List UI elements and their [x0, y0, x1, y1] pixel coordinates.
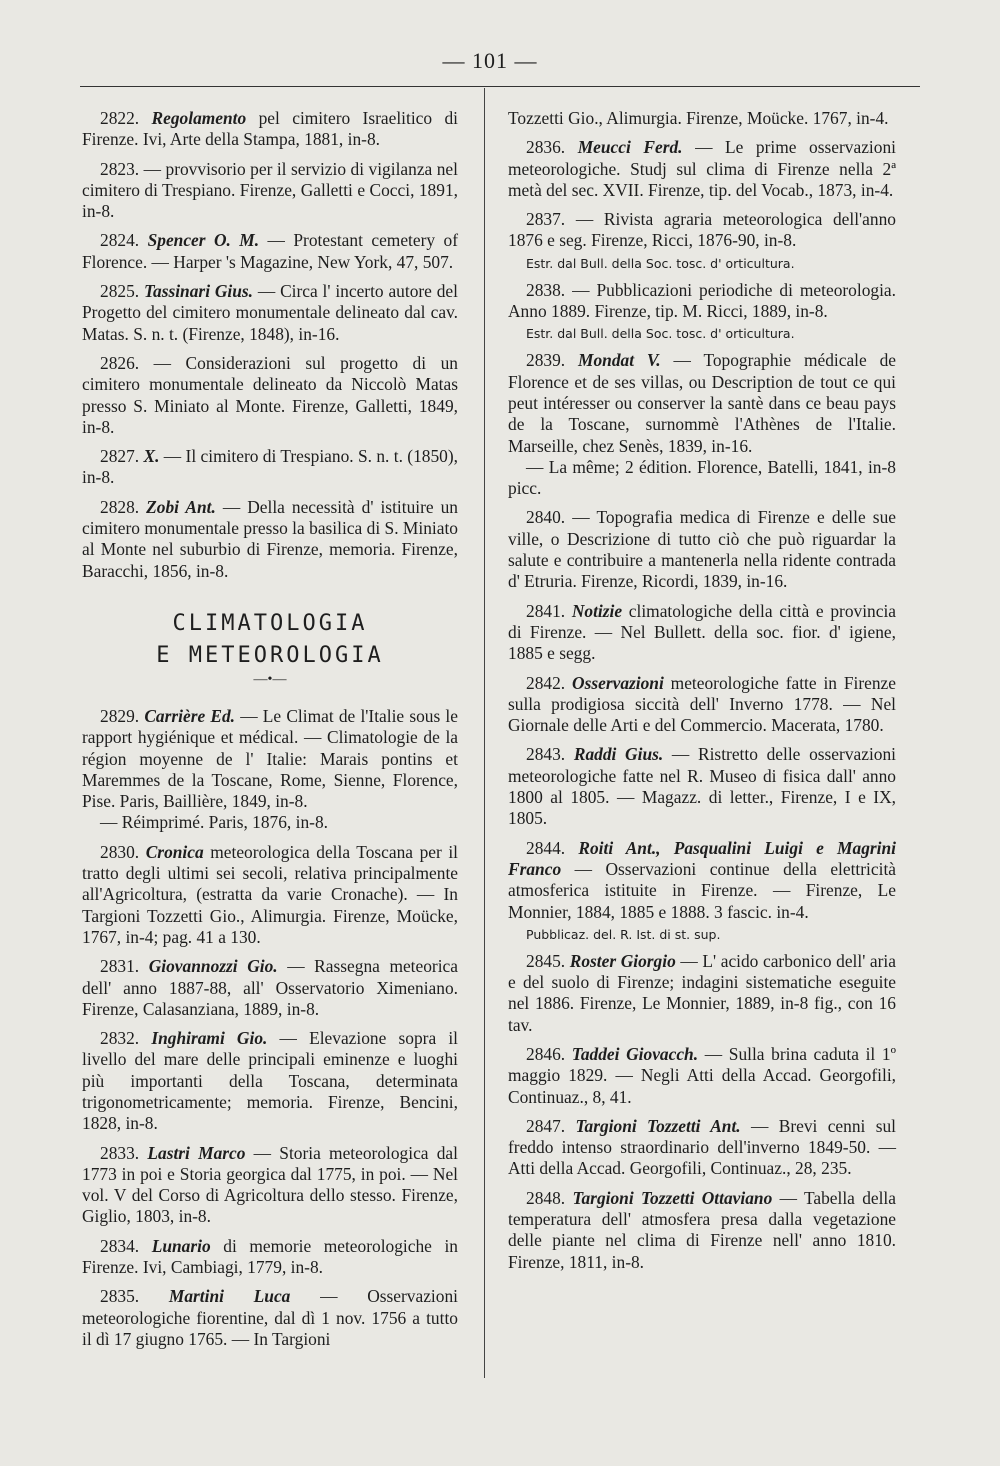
entry-author: Giovannozzi Gio.	[148, 956, 278, 977]
entry-author: Zobi Ant.	[146, 496, 216, 517]
bibliography-entry	[508, 951, 896, 1036]
entry-number: 2831.	[100, 956, 140, 977]
entry-extra: — Réimprimé. Paris, 1876, in-8.	[100, 812, 328, 833]
bibliography-entry	[82, 956, 458, 1020]
entry-number: 2833.	[100, 1142, 140, 1163]
entry-text: climatologiche della città e provincia di Firenze. — Nel Bullett. della soc. fior. d' igiene, 1885 e segg.	[508, 600, 897, 664]
entry-author: Osservazioni	[572, 672, 664, 693]
left-entries-cemeteries	[82, 108, 458, 582]
bibliography-entry	[82, 230, 458, 273]
entry-number: 2835.	[100, 1286, 140, 1307]
entry-author: Mondat V.	[578, 350, 661, 371]
entry-author: Meucci Ferd.	[577, 137, 683, 158]
bibliography-entry	[82, 281, 458, 345]
entry-number: 2834.	[100, 1235, 140, 1256]
entry-text: — Considerazioni sul progetto di un cimitero monumentale delineato da Niccolò Matas presso S. Miniato al Monte. Firenze, Galletti, 1849, in-8.	[82, 352, 458, 437]
entry-number: 2846.	[526, 1043, 566, 1064]
entry-text: — Le Climat de l'Italie sous le rapport hygiénique et médical. — Climatologie de la région moyenne de l' Italie: Marais pontins et Maremmes de la Toscane, Rome, Sienne, Florence, Pise. Paris, Baillière, 1849, in-8.	[82, 705, 458, 812]
entry-number: 2829.	[100, 705, 140, 726]
entry-author: Raddi Gius.	[573, 744, 664, 765]
entry-author: Regolamento	[151, 108, 247, 128]
bibliography-entry	[82, 706, 458, 834]
section-heading-line1: CLIMATOLOGIA	[172, 610, 368, 636]
bibliography-entry	[508, 137, 896, 201]
entry-text: — Rivista agraria meteorologica dell'anno 1876 e seg. Firenze, Ricci, 1876-90, in-8.	[508, 209, 896, 251]
right-entries	[508, 108, 896, 1273]
right-column	[508, 108, 896, 1281]
entry-text: — Le prime osservazioni meteorologiche. Studj sul clima di Firenze nella 2ª metà del sec. XVII. Firenze, tip. del Vocab., 1873, in-4.	[508, 137, 896, 200]
bibliography-entry	[508, 507, 896, 592]
entry-text: — Storia meteorologica dal 1773 in poi e Storia georgica dal 1775, in poi. — Nel vol. V del Corso di Agricoltura dello stesso. Firenze, Giglio, 1803, in-8.	[82, 1142, 458, 1227]
entry-author: Tassinari Gius.	[143, 281, 254, 302]
entry-text: — Rassegna meteorica dell' anno 1887-88, all' Osservatorio Ximeniano. Firenze, Calasanziana, 1889, in-8.	[82, 956, 458, 1019]
entry-text: di memorie meteorologiche in Firenze. Ivi, Cambiagi, 1779, in-8.	[82, 1235, 458, 1278]
bibliography-entry	[82, 1028, 458, 1134]
entry-number: 2825.	[100, 281, 140, 302]
bibliography-entry	[82, 108, 458, 151]
entry-author: Martini Luca	[168, 1286, 291, 1307]
entry-number: 2845.	[526, 950, 566, 971]
bibliography-entry	[508, 280, 896, 323]
entry-author: Roster Giorgio	[569, 950, 676, 971]
entry-text: — Topographie médicale de Florence et de ses villas, ou Description de tout ce qui peut intéresser ou conserver la santè dans ce beau pays de la Toscane, surnommè l'Athènes de l'Italie. Marseille, chez Senès, 1839, in-16.	[508, 350, 896, 456]
bibliography-entry	[508, 209, 896, 252]
entry-author: Targioni Tozzetti Ant.	[575, 1115, 741, 1136]
entry-number: 2824.	[100, 230, 140, 251]
bibliography-entry	[82, 497, 458, 582]
entry-number: 2839.	[526, 350, 566, 371]
entry-note: Estr. dal Bull. della Soc. tosc. d' orticultura.	[526, 255, 795, 271]
entry-text: — Tabella della temperatura dell' atmosfera presa dalla vegetazione delle piante nel clima di Firenze nell' anno 1810. Firenze, 1811, in-8.	[508, 1187, 896, 1272]
section-heading-line2: E METEOROLOGIA	[156, 642, 384, 668]
entry-text: — Brevi cenni sul freddo intenso straordinario dell'inverno 1849-50. — Atti della Accad. Georgofili, Continuaz., 28, 235.	[508, 1115, 896, 1179]
entry-author: Lastri Marco	[147, 1142, 246, 1163]
entry-author: Roiti Ant., Pasqualini Luigi e Magrini Franco	[508, 837, 896, 879]
page-number: — 101 —	[442, 48, 538, 73]
entry-author: Notizie	[571, 600, 623, 621]
bibliography-entry	[508, 350, 896, 499]
entry-number: 2838.	[526, 279, 566, 300]
bibliography-entry	[508, 673, 896, 737]
entry-extra: — La même; 2 édition. Florence, Batelli, 1841, in-8 picc.	[508, 456, 896, 499]
bibliography-entry	[508, 601, 896, 665]
entry-number: 2827.	[100, 446, 140, 467]
entry-note: Estr. dal Bull. della Soc. tosc. d' orticultura.	[526, 326, 795, 342]
bibliography-entry	[508, 744, 896, 829]
bibliography-entry	[508, 1044, 896, 1108]
entry-text: meteorologica della Toscana per il tratto degli ultimi sei secoli, relativa principalmente all'Agricoltura, (estratta da varie Cronache). — In Targioni Tozzetti Gio., Alimurgia. Firenze, Moücke, 1767, in-4; pag. 41 a 130.	[82, 841, 458, 947]
entry-text: — Pubblicazioni periodiche di meteorologia. Anno 1889. Firenze, tip. M. Ricci, 1889, in-8.	[508, 279, 896, 322]
entry-number: 2848.	[526, 1187, 566, 1208]
entry-text: — provvisorio per il servizio di vigilanza nel cimitero di Trespiano. Firenze, Galletti e Cocci, 1891, in-8.	[82, 158, 458, 222]
entry-number: 2837.	[526, 209, 566, 230]
entry-text: — Circa l' incerto autore del Progetto del cimitero monumentale delineato dal cav. Matas. S. n. t. (Firenze, 1848), in-16.	[82, 281, 458, 344]
bibliography-entry	[82, 842, 458, 948]
bibliography-entry	[82, 1286, 458, 1350]
entry-number: 2823.	[100, 158, 140, 179]
entry-number: 2844.	[526, 837, 566, 858]
bibliography-entry	[508, 108, 896, 129]
entry-author: Spencer O. M.	[147, 230, 260, 251]
bibliography-entry	[508, 1116, 896, 1180]
entry-number: 2830.	[100, 841, 140, 862]
entry-text: — Osservazioni meteorologiche fiorentine, dal dì 1 nov. 1756 a tutto il dì 17 giugno 1765. — In Targioni	[82, 1286, 458, 1349]
left-column	[82, 108, 458, 1358]
entry-number: 2832.	[100, 1028, 140, 1049]
entry-number: 2842.	[526, 672, 566, 693]
entry-text: — L' acido carbonico dell' aria e del suolo di Firenze; indagini sistematiche eseguite nel 1886. Firenze, Le Monnier, 1889, in-8 fig., con 16 tav.	[508, 950, 896, 1035]
entry-text: — Il cimitero di Trespiano. S. n. t. (1850), in-8.	[82, 446, 458, 488]
entry-text: — Osservazioni continue della elettricità atmosferica istituite in Firenze. — Firenze, Le Monnier, 1884, 1885 e 1888. 3 fascic. in-4.	[508, 858, 896, 922]
entry-text: — Sulla brina caduta il 1º maggio 1829. — Negli Atti della Accad. Georgofili, Continuaz., 8, 41.	[508, 1043, 896, 1107]
bibliography-entry	[82, 353, 458, 438]
entry-author: Cronica	[145, 841, 204, 862]
entry-author: Inghirami Gio.	[151, 1028, 268, 1049]
entry-number: 2826.	[100, 352, 140, 373]
entry-text: pel cimitero Israelitico di Firenze. Ivi, Arte della Stampa, 1881, in-8.	[82, 108, 458, 150]
entry-number: 2822.	[100, 108, 140, 128]
bibliography-entry	[82, 446, 458, 489]
entry-text: — Protestant cemetery of Florence. — Harper 's Magazine, New York, 47, 507.	[82, 230, 458, 272]
entry-author: Carrière Ed.	[144, 705, 236, 726]
column-divider	[484, 88, 485, 1378]
entry-number: 2841.	[526, 600, 566, 621]
entry-author: Lunario	[151, 1235, 211, 1256]
entry-text: meteorologiche fatte in Firenze sulla prodigiosa siccità dell' Inverno 1778. — Nel Giornale delle Arti e del Commercio. Macerata, 1780.	[508, 672, 896, 736]
entry-note: Pubblicaz. del. R. Ist. di st. sup.	[526, 926, 721, 942]
entry-author: Targioni Tozzetti Ottaviano	[572, 1187, 773, 1208]
left-entries-climatology	[82, 706, 458, 1350]
entry-text: — Della necessità d' istituire un cimitero monumentale presso la basilica di S. Miniato al Monte nel suburbio di Firenze, memoria. Firenze, Baracchi, 1856, in-8.	[82, 496, 458, 581]
entry-text: — Ristretto delle osservazioni meteorologiche fatte nel R. Museo di fisica dall' anno 1800 al 1805. — Magazz. di letter., Firenze, I e IX, 1805.	[508, 744, 897, 829]
heading-ornament: —•—	[253, 671, 287, 687]
bibliography-entry	[82, 159, 458, 223]
bibliography-entry	[508, 838, 896, 923]
entry-text: — Topografia medica di Firenze e delle sue ville, o Descrizione di tutto ciò che può riguardar la salute e contribuire a mantenerla nella ridente contrada d' Etruria. Firenze, Ricordi, 1839, in-16.	[508, 507, 896, 592]
bibliography-entry	[508, 1188, 896, 1273]
bibliography-entry	[82, 1236, 458, 1279]
entry-number: 2843.	[526, 744, 566, 765]
entry-author: Taddei Giovacch.	[571, 1043, 699, 1064]
entry-number: 2847.	[526, 1115, 566, 1136]
bibliography-entry	[82, 1143, 458, 1228]
entry-number: 2828.	[100, 496, 140, 517]
entry-text: — Elevazione sopra il livello del mare delle principali eminenze e luoghi più importanti della Toscana, determinata trigonometricamente; memoria. Firenze, Bencini, 1828, in-8.	[82, 1028, 458, 1134]
entry-text: Tozzetti Gio., Alimurgia. Firenze, Moücke. 1767, in-4.	[508, 108, 889, 128]
entry-author: X.	[143, 446, 160, 467]
header-rule	[80, 86, 920, 87]
entry-number: 2836.	[526, 137, 566, 158]
entry-number: 2840.	[526, 507, 566, 528]
